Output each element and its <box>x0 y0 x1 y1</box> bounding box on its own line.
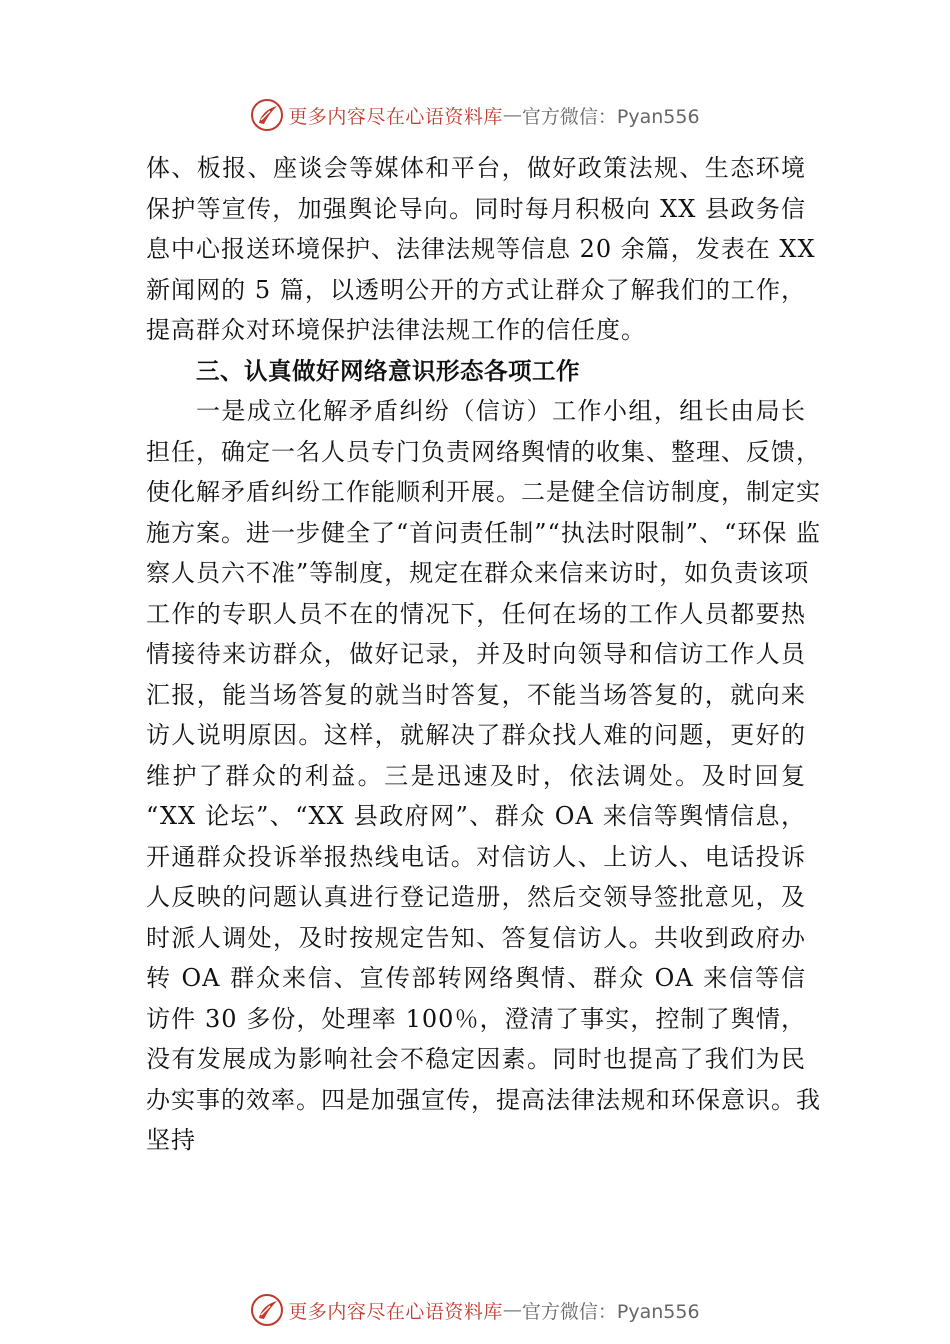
footer-wechat: 官方微信：Pyan556 <box>521 1300 700 1323</box>
text-line: 提高群众对环境保护法律法规工作的信任度。 <box>146 316 646 344</box>
text-line: 开通群众投诉举报热线电话。对信访人、上访人、电话投诉 <box>146 842 806 871</box>
text-line: 保护等宣传，加强舆论导向。同时每月积极向 XX 县政务信 <box>146 194 806 223</box>
text-line: 没有发展成为影响社会不稳定因素。同时也提高了我们为民 <box>146 1045 806 1073</box>
header-banner <box>0 95 950 135</box>
section-heading: 三、认真做好网络意识形态各项工作 <box>196 356 580 385</box>
logo-icon <box>250 1293 284 1327</box>
text-line: 察人员六不准”等制度，规定在群众来信来访时，如负责该项 <box>146 559 810 587</box>
logo-icon <box>250 98 284 132</box>
text-line: 坚持 <box>146 1126 196 1154</box>
text-line: 工作的专职人员不在的情况下，任何在场的工作人员都要热 <box>146 599 806 628</box>
text-line: 时派人调处，及时按规定告知、答复信访人。共收到政府办 <box>146 923 806 952</box>
text-line: 担任，确定一名人员专门负责网络舆情的收集、整理、反馈， <box>146 437 821 466</box>
footer-separator: — <box>502 1299 522 1321</box>
text-line: 办实事的效率。四是加强宣传，提高法律法规和环保意识。我 <box>146 1085 821 1114</box>
footer-brand: 更多内容尽在心语资料库 <box>288 1300 503 1323</box>
document-body <box>146 148 821 1161</box>
text-line: 维护了群众的利益。三是迅速及时，依法调处。及时回复 <box>146 761 806 790</box>
text-line: 汇报，能当场答复的就当时答复，不能当场答复的，就向来 <box>146 680 806 709</box>
text-line: “XX 论坛”、“XX 县政府网”、群众 OA 来信等舆情信息， <box>146 802 806 830</box>
paragraph-1 <box>146 148 816 351</box>
text-line: 施方案。进一步健全了“首问责任制”“执法时限制”、“环保 监 <box>146 518 821 547</box>
text-line: 人反映的问题认真进行登记造册，然后交领导签批意见，及 <box>146 883 806 911</box>
text-line: 访人说明原因。这样，就解决了群众找人难的问题，更好的 <box>146 721 806 749</box>
text-line: 访件 30 多份，处理率 100％，澄清了事实，控制了舆情， <box>146 1004 806 1033</box>
header-separator: — <box>502 104 522 126</box>
text-line: 息中心报送环境保护、法律法规等信息 20 余篇，发表在 XX <box>146 235 816 263</box>
footer-banner <box>0 1290 950 1330</box>
text-line: 使化解矛盾纠纷工作能顺利开展。二是健全信访制度，制定实 <box>146 478 821 506</box>
header-brand: 更多内容尽在心语资料库 <box>288 105 503 128</box>
text-line: 新闻网的 5 篇，以透明公开的方式让群众了解我们的工作， <box>146 275 806 304</box>
text-line: 情接待来访群众，做好记录，并及时向领导和信访工作人员 <box>146 640 806 668</box>
text-line: 体、板报、座谈会等媒体和平台，做好政策法规、生态环境 <box>146 154 806 182</box>
text-line: 一是成立化解矛盾纠纷（信访）工作小组，组长由局长 <box>196 397 806 425</box>
text-line: 转 OA 群众来信、宣传部转网络舆情、群众 OA 来信等信 <box>146 964 806 992</box>
paragraph-2 <box>146 391 821 1161</box>
header-wechat: 官方微信：Pyan556 <box>521 105 700 128</box>
